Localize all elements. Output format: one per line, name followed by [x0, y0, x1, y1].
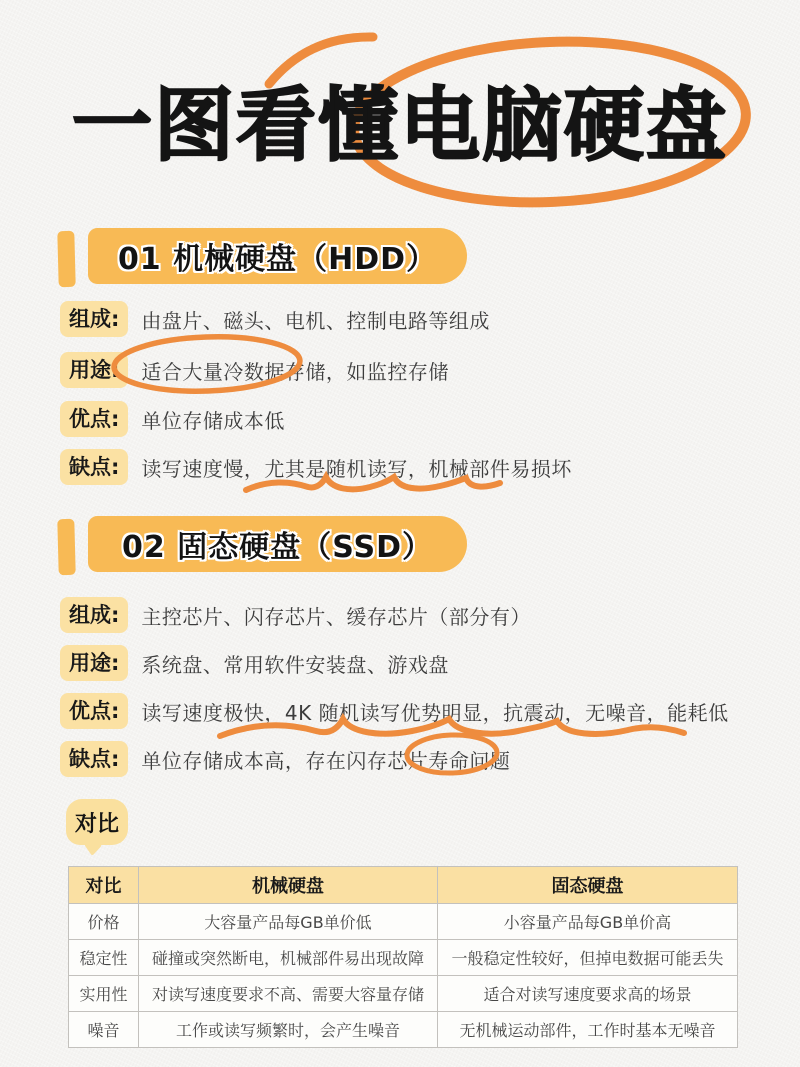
ssd-row-usage [60, 644, 449, 682]
table-row-practicality [69, 976, 738, 1012]
table-row-noise [69, 1012, 738, 1048]
table-cell: 工作或读写频繁时，会产生噪音 [139, 1012, 438, 1048]
hdd-row-pros [60, 400, 285, 438]
spec-text: 系统盘、常用软件安装盘、游戏盘 [141, 652, 449, 677]
table-cell: 一般稳定性较好，但掉电数据可能丢失 [438, 940, 738, 976]
section-ssd-header [58, 516, 468, 576]
spec-label-badge: 优点: [60, 693, 128, 729]
table-cell: 对读写速度要求不高、需要大容量存储 [139, 976, 438, 1012]
comparison-bubble: 对比 [66, 799, 128, 845]
hdd-usage-circle-annotation [108, 332, 306, 396]
ssd-row-composition [60, 596, 531, 634]
spec-label-badge: 用途: [60, 645, 128, 681]
spec-text: 由盘片、磁头、电机、控制电路等组成 [141, 308, 490, 333]
table-header-ssd: 固态硬盘 [438, 867, 738, 904]
spec-label-badge: 优点: [60, 401, 128, 437]
section-accent-bar [57, 231, 75, 287]
table-cell: 稳定性 [69, 940, 139, 976]
spec-text: 单位存储成本高，存在闪存芯片寿命问题 [141, 748, 511, 773]
ssd-cons-circle-annotation [402, 731, 502, 777]
spec-label-badge: 组成: [60, 597, 128, 633]
table-cell: 小容量产品每GB单价高 [438, 904, 738, 940]
spec-text: 读写速度慢，尤其是随机读写，机械部件易损坏 [141, 456, 572, 481]
spec-text: 主控芯片、闪存芯片、缓存芯片（部分有） [141, 604, 531, 629]
table-header-hdd: 机械硬盘 [139, 867, 438, 904]
table-cell: 碰撞或突然断电，机械部件易出现故障 [139, 940, 438, 976]
section-hdd-title: 01 机械硬盘（HDD） [88, 228, 467, 284]
table-cell: 实用性 [69, 976, 139, 1012]
table-header-row [69, 867, 738, 904]
spec-label-badge: 缺点: [60, 741, 128, 777]
table-cell: 噪音 [69, 1012, 139, 1048]
spec-label-badge: 用途: [60, 352, 128, 388]
hdd-cons-underline-annotation [242, 472, 504, 498]
spec-text: 单位存储成本低 [141, 408, 285, 433]
table-row-stability [69, 940, 738, 976]
comparison-table [68, 866, 738, 1048]
table-header-compare: 对比 [69, 867, 139, 904]
section-ssd-title: 02 固态硬盘（SSD） [88, 516, 467, 572]
table-cell: 大容量产品每GB单价低 [139, 904, 438, 940]
table-cell: 无机械运动部件，工作时基本无噪音 [438, 1012, 738, 1048]
table-cell: 价格 [69, 904, 139, 940]
spec-label-badge: 缺点: [60, 449, 128, 485]
table-cell: 适合对读写速度要求高的场景 [438, 976, 738, 1012]
spec-text: 读写速度极快，4K 随机读写优势明显，抗震动，无噪音，能耗低 [141, 700, 729, 725]
spec-text: 适合大量冷数据存储，如监控存储 [141, 359, 449, 384]
page-title: 一图看懂电脑硬盘 [72, 79, 728, 172]
spec-label-badge: 组成: [60, 301, 128, 337]
section-accent-bar [57, 519, 75, 575]
section-hdd-header [58, 228, 468, 288]
table-row-price [69, 904, 738, 940]
